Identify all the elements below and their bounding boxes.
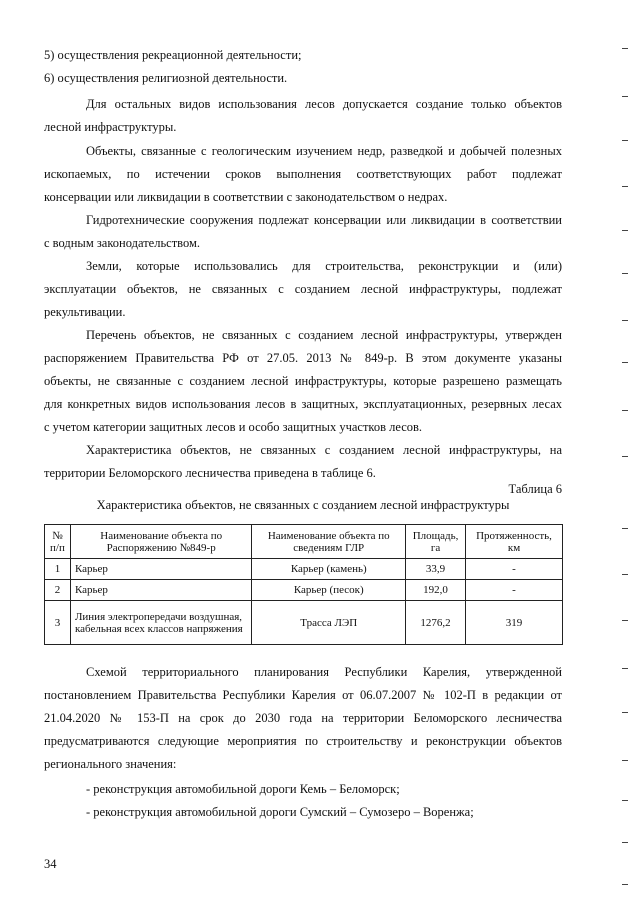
cell-name-glr: Карьер (песок) (252, 580, 406, 601)
cell-name-glr: Карьер (камень) (252, 559, 406, 580)
margin-tick (622, 96, 628, 97)
text-line: - реконструкция автомобильной дороги Сумский – Сумозеро – Воренжа; (86, 805, 474, 819)
margin-tick (622, 362, 628, 363)
text-line: территории Беломорского лесничества приведена в таблице 6. (44, 466, 376, 480)
margin-tick (622, 230, 628, 231)
text-line: Для остальных видов использования лесов допускается создание только объектов (86, 97, 562, 111)
text-line: с водным законодательством. (44, 236, 201, 250)
table-title: Характеристика объектов, не связанных с созданием лесной инфраструктуры (96, 498, 510, 512)
margin-tick (622, 800, 628, 801)
page-number: 34 (44, 857, 57, 871)
margin-tick (622, 320, 628, 321)
cell-num: 3 (45, 601, 71, 645)
margin-tick (622, 842, 628, 843)
cell-name-order: Линия электропередачи воздушная, кабельная всех классов напряжения (70, 601, 252, 645)
text-line: Характеристика объектов, не связанных с созданием лесной инфраструктуры, на (86, 443, 562, 457)
text-line: рекультивации. (44, 305, 126, 319)
text-line: 5) осуществления рекреационной деятельности; (44, 48, 302, 62)
text-line: с учетом категории защитных лесов и особо защитных участков лесов. (44, 420, 423, 434)
margin-tick (622, 140, 628, 141)
table-row (45, 601, 563, 645)
cell-area: 1276,2 (406, 601, 466, 645)
text-line: регионального значения: (44, 757, 177, 771)
text-line: 21.04.2020 № 153-П на срок до 2030 года на территории Беломорского лесничества (44, 711, 562, 725)
text-line: эксплуатации объектов, не связанных с созданием лесной инфраструктуры, подлежат (44, 282, 562, 296)
text-line: консервации или ликвидации в соответствии с законодательством о недрах. (44, 190, 448, 204)
cell-length: - (466, 559, 563, 580)
cell-length: - (466, 580, 563, 601)
text-line: предусматриваются следующие мероприятия по строительству и реконструкции объектов (44, 734, 562, 748)
table-header-row (45, 525, 563, 559)
header-name-glr: Наименование объекта по сведениям ГЛР (252, 525, 406, 559)
text-line: Гидротехнические сооружения подлежат консервации или ликвидации в соответствии (86, 213, 562, 227)
text-line: Земли, которые использовались для строительства, реконструкции и (или) (86, 259, 562, 273)
text-line: 6) осуществления религиозной деятельности. (44, 71, 288, 85)
text-line: объекты, не связанные с созданием лесной инфраструктуры, которые разрешено размещать (44, 374, 562, 388)
table-row (45, 559, 563, 580)
margin-tick (622, 273, 628, 274)
margin-tick (622, 574, 628, 575)
margin-tick (622, 410, 628, 411)
cell-name-glr: Трасса ЛЭП (252, 601, 406, 645)
cell-area: 33,9 (406, 559, 466, 580)
text-line: Перечень объектов, не связанных с созданием лесной инфраструктуры, утвержден (86, 328, 562, 342)
margin-tick (622, 186, 628, 187)
header-length: Протяженность, км (466, 525, 563, 559)
cell-num: 2 (45, 580, 71, 601)
text-line: для конкретных видов использования лесов в защитных, эксплуатационных, резервных лесах (44, 397, 562, 411)
text-line: постановлением Правительства Республики Карелия от 06.07.2007 № 102-П в редакции от (44, 688, 562, 702)
margin-tick (622, 712, 628, 713)
text-line: распоряжением Правительства РФ от 27.05. 2013 № 849-р. В этом документе указаны (44, 351, 562, 365)
margin-tick (622, 528, 628, 529)
cell-length: 319 (466, 601, 563, 645)
cell-num: 1 (45, 559, 71, 580)
text-line: лесной инфраструктуры. (44, 120, 177, 134)
cell-name-order: Карьер (70, 580, 252, 601)
text-line: - реконструкция автомобильной дороги Кемь – Беломорск; (86, 782, 400, 796)
text-line: Схемой территориального планирования Республики Карелия, утвержденной (86, 665, 562, 679)
header-area: Площадь, га (406, 525, 466, 559)
objects-table (44, 524, 563, 645)
margin-tick (622, 456, 628, 457)
table-label: Таблица 6 (508, 482, 562, 496)
header-name-order: Наименование объекта по Распоряжению №849-р (70, 525, 252, 559)
margin-tick (622, 884, 628, 885)
header-num: № п/п (45, 525, 71, 559)
cell-name-order: Карьер (70, 559, 252, 580)
margin-tick (622, 760, 628, 761)
text-line: Объекты, связанные с геологическим изучением недр, разведкой и добычей полезных (86, 144, 562, 158)
margin-tick (622, 668, 628, 669)
text-line: ископаемых, по истечении сроков выполнения соответствующих работ подлежат (44, 167, 562, 181)
margin-tick (622, 48, 628, 49)
cell-area: 192,0 (406, 580, 466, 601)
margin-tick (622, 620, 628, 621)
table-row (45, 580, 563, 601)
